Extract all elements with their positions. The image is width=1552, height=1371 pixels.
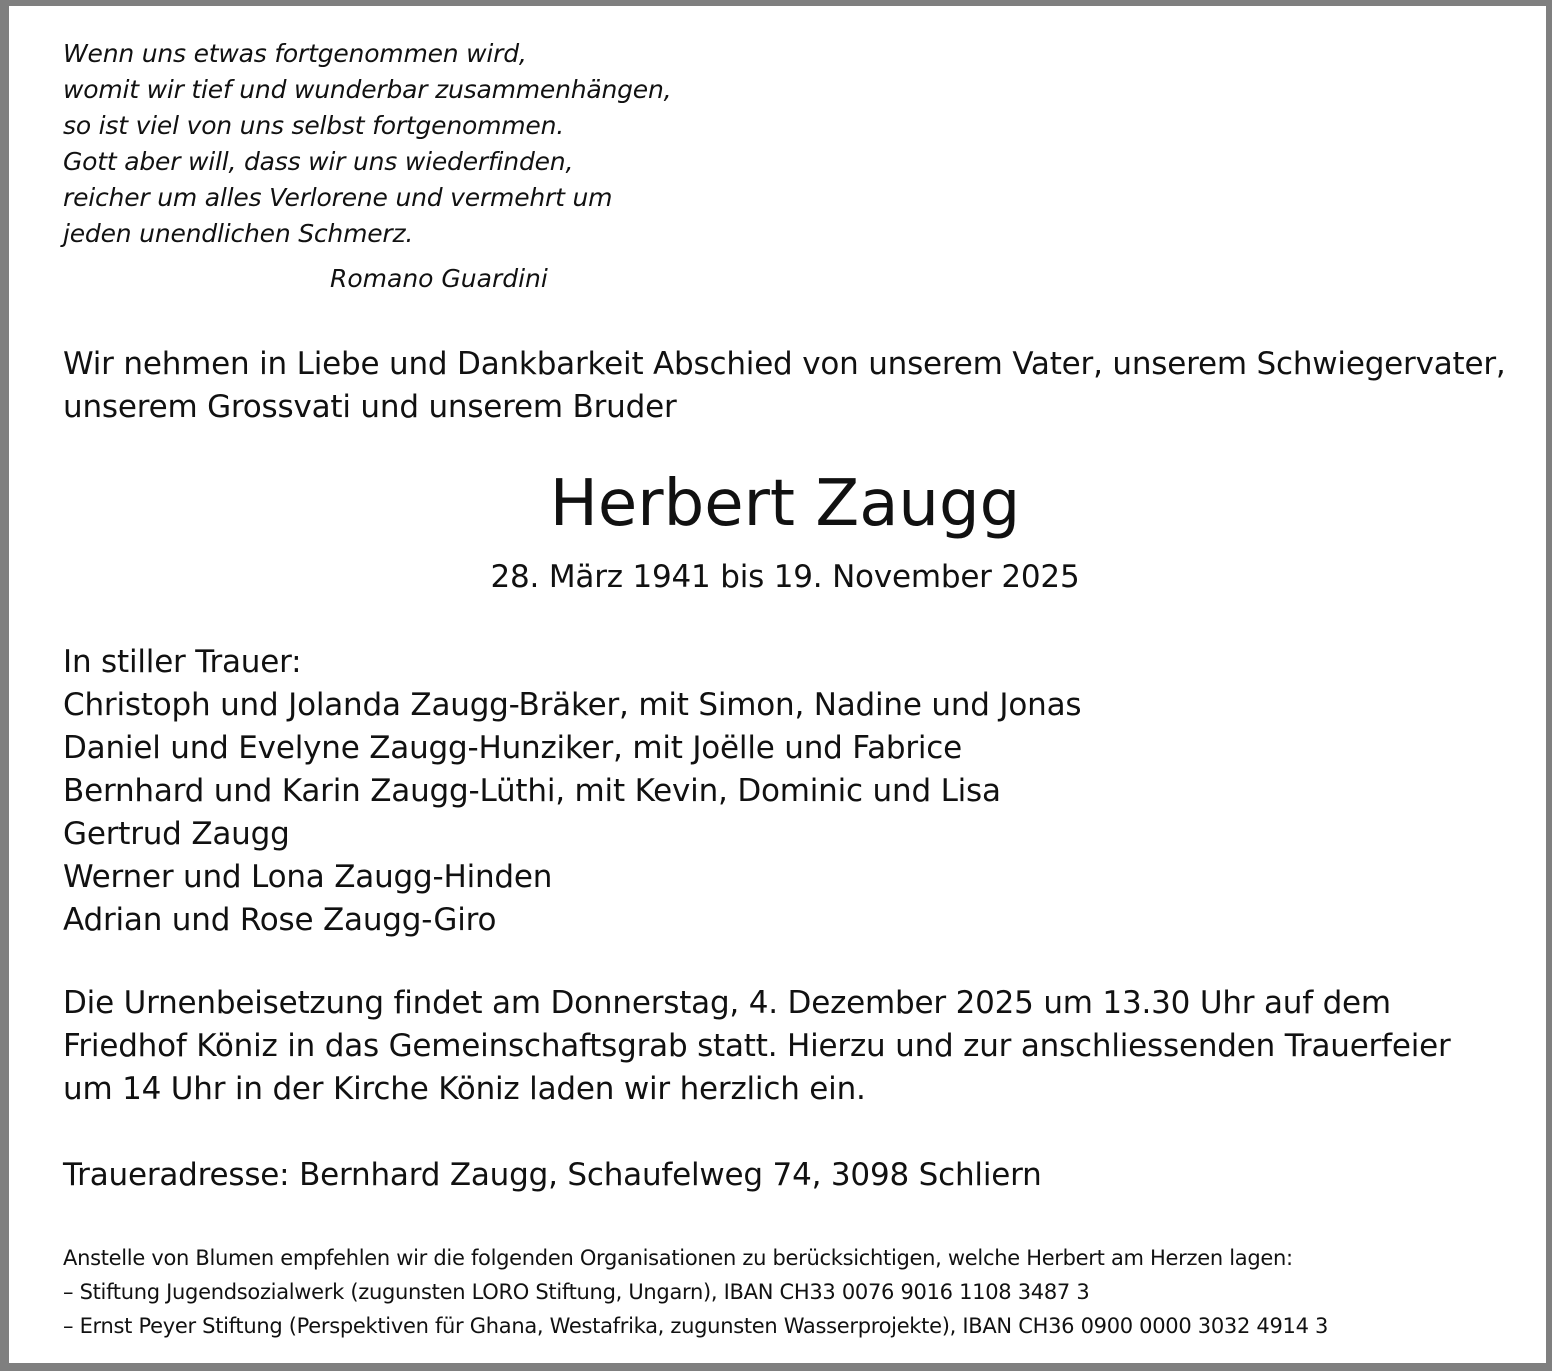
deceased-name: Herbert Zaugg [549, 467, 1021, 541]
ceremony-line: Die Urnenbeisetzung findet am Donnerstag, 4. Dezember 2025 um 13.30 Uhr auf dem [63, 985, 1391, 1021]
donation-item: – Stiftung Jugendsozialwerk (zugunsten LORO Stiftung, Ungarn), IBAN CH33 0076 9016 1108 3487 3 [63, 1280, 1090, 1304]
mourner-entry: Daniel und Evelyne Zaugg-Hunziker, mit Joëlle und Fabrice [63, 730, 963, 766]
mourner-entry: Gertrud Zaugg [63, 816, 290, 852]
quote-line: Gott aber will, dass wir uns wiederfinden, [63, 147, 574, 176]
quote-line: Wenn uns etwas fortgenommen wird, [63, 39, 527, 68]
ceremony-info [63, 982, 1451, 1111]
mourners-heading: In stiller Trauer: [63, 644, 302, 680]
mourner-entry: Bernhard und Karin Zaugg-Lüthi, mit Kevin, Dominic und Lisa [63, 773, 1001, 809]
quote-line: so ist viel von uns selbst fortgenommen. [63, 111, 564, 140]
donation-intro: Anstelle von Blumen empfehlen wir die folgenden Organisationen zu berücksichtigen, welche Herbert am Herzen lagen: [63, 1246, 1293, 1270]
donation-item: – Ernst Peyer Stiftung (Perspektiven für Ghana, Westafrika, zugunsten Wasserprojekte), IBAN CH36 0900 0000 3032 4914 3 [63, 1314, 1329, 1338]
life-dates: 28. März 1941 bis 19. November 2025 [490, 559, 1080, 595]
mourning-address: Traueradresse: Bernhard Zaugg, Schaufelweg 74, 3098 Schliern [63, 1157, 1042, 1193]
quote-author: Romano Guardini [330, 264, 548, 293]
farewell-intro [63, 343, 1523, 429]
mourner-entry: Werner und Lona Zaugg-Hinden [63, 859, 553, 895]
donation-info [63, 1241, 1328, 1343]
mourner-entry: Adrian und Rose Zaugg-Giro [63, 902, 497, 938]
quote-line: reicher um alles Verlorene und vermehrt um [63, 183, 613, 212]
quote-line: jeden unendlichen Schmerz. [63, 219, 414, 248]
intro-line: Wir nehmen in Liebe und Dankbarkeit Abschied von unserem Vater, unserem Schwiegervater, [63, 346, 1506, 382]
mourners-list [63, 641, 1081, 942]
ceremony-line: Friedhof Köniz in das Gemeinschaftsgrab statt. Hierzu und zur anschliessenden Trauerfeier [63, 1028, 1451, 1064]
intro-line: unserem Grossvati und unserem Bruder [63, 389, 677, 425]
mourner-entry: Christoph und Jolanda Zaugg-Bräker, mit Simon, Nadine und Jonas [63, 687, 1082, 723]
poem-quote [63, 36, 671, 252]
quote-line: womit wir tief und wunderbar zusammenhängen, [63, 75, 672, 104]
ceremony-line: um 14 Uhr in der Kirche Köniz laden wir herzlich ein. [63, 1071, 866, 1107]
